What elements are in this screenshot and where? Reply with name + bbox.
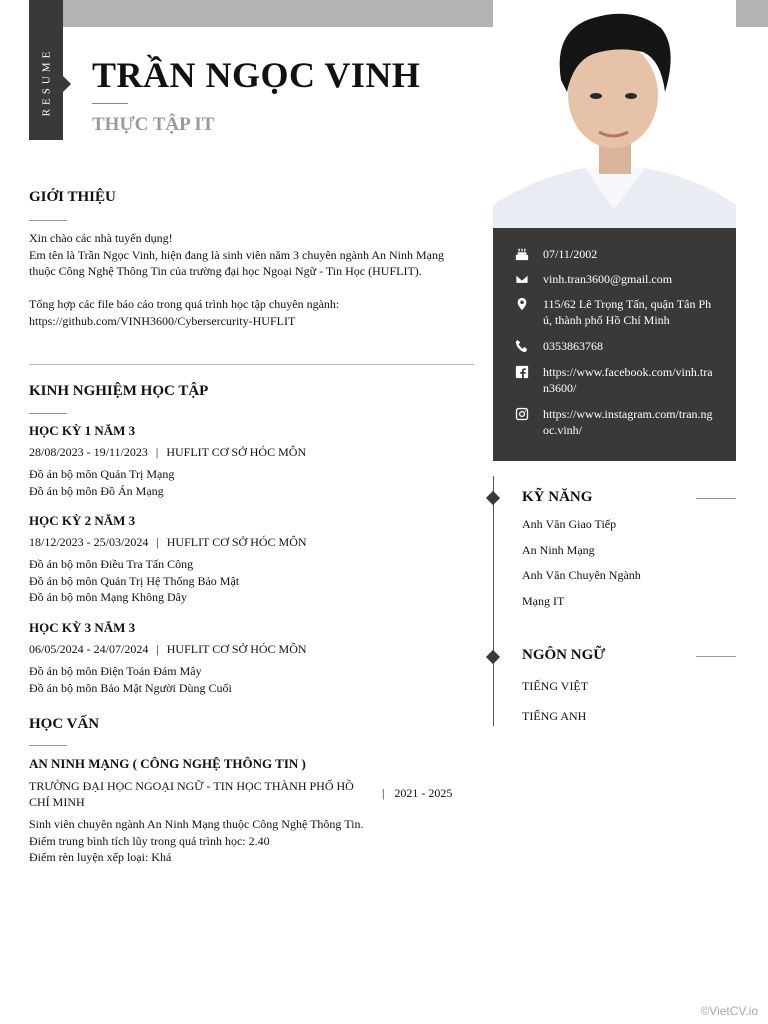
phone-icon — [515, 338, 543, 354]
github-link[interactable]: https://github.com/VINH3600/Cybersercurity-HUFLIT — [29, 313, 296, 328]
contact-instagram[interactable]: https://www.instagram.com/tran.ngoc.vinh/ — [515, 406, 715, 438]
experience-title: KINH NGHIỆM HỌC TẬP — [29, 383, 209, 399]
education-rule — [29, 745, 67, 746]
top-bar-right — [736, 0, 768, 27]
intro-text: Xin chào các nhà tuyển dụng! Em tên là Trần Ngọc Vinh, hiện đang là sinh viên năm 3 chuyên ngành An Ninh Mạng thuộc Công Nghệ Thông Tin của trường đại học Ngoại Ngữ - Tin Học (HUFLIT). Tổng hợp các file báo cáo trong quá trình học tập chuyên ngành: https://github.com/VINH3600/Cybersercurity-HUFLIT — [29, 230, 459, 329]
experience-item: HỌC KỲ 3 NĂM 3 06/05/2024 - 24/07/2024 | HUFLIT CƠ SỞ HÓC MÔN Đồ án bộ môn Điện Toán Đám Mây Đồ án bộ môn Bảo Mật Người Dùng Cuối — [29, 620, 307, 695]
instagram-icon — [515, 406, 543, 438]
languages-rule — [696, 656, 736, 657]
job-title: THỰC TẬP IT — [92, 114, 215, 135]
languages-diamond — [486, 650, 500, 664]
intro-divider — [29, 364, 474, 365]
experience-item: HỌC KỲ 2 NĂM 3 18/12/2023 - 25/03/2024 | HUFLIT CƠ SỞ HÓC MÔN Đồ án bộ môn Điều Tra Tấn Công Đồ án bộ môn Quản Trị Hệ Thống Bảo Mật Đồ án bộ môn Mạng Không Dây — [29, 513, 307, 604]
timeline-line — [493, 476, 494, 726]
intro-title: GIỚI THIỆU — [29, 189, 116, 205]
facebook-icon — [515, 364, 543, 396]
languages-title: NGÔN NGỮ — [522, 647, 606, 663]
location-icon — [515, 296, 543, 328]
contact-facebook[interactable]: https://www.facebook.com/vinh.tran3600/ — [515, 364, 715, 396]
contact-birthday: 07/11/2002 — [515, 246, 715, 262]
skill-item: Anh Văn Chuyên Ngành — [522, 568, 641, 582]
education-school: TRƯỜNG ĐẠI HỌC NGOẠI NGỮ - TIN HỌC THÀNH PHỐ HỒ CHÍ MINH — [29, 779, 354, 809]
education-major: AN NINH MẠNG ( CÔNG NGHỆ THÔNG TIN ) — [29, 756, 306, 771]
watermark: ©VietCV.io — [700, 1004, 758, 1018]
skill-item: Mạng IT — [522, 594, 565, 608]
contact-panel — [493, 228, 736, 461]
language-item: TIẾNG ANH — [522, 709, 587, 723]
resume-label: RESUME — [40, 47, 52, 117]
contact-address: 115/62 Lê Trọng Tấn, quận Tân Phú, thành phố Hồ Chí Minh — [515, 296, 715, 328]
skills-title: KỸ NĂNG — [522, 489, 593, 505]
candidate-name: TRẦN NGỌC VINH — [92, 55, 421, 95]
skills-diamond — [486, 491, 500, 505]
education-years: | 2021 - 2025 — [382, 786, 453, 800]
profile-photo — [493, 0, 736, 228]
language-item: TIẾNG VIỆT — [522, 679, 589, 693]
intro-rule — [29, 220, 67, 221]
skill-item: Anh Văn Giao Tiếp — [522, 517, 617, 531]
cake-icon — [515, 246, 543, 262]
email-icon — [515, 271, 543, 287]
name-divider — [92, 103, 128, 104]
education-details: Sinh viên chuyên ngành An Ninh Mạng thuộc Công Nghệ Thông Tin. Điểm trung bình tích lũy trong quá trình học: 2.40 Điểm rèn luyện xếp loại: Khá — [29, 817, 364, 864]
contact-email[interactable]: vinh.tran3600@gmail.com — [515, 271, 715, 287]
skills-rule — [696, 498, 736, 499]
experience-rule — [29, 413, 67, 414]
skill-item: An Ninh Mạng — [522, 543, 595, 557]
education-title: HỌC VẤN — [29, 716, 100, 732]
contact-phone[interactable]: 0353863768 — [515, 338, 715, 354]
resume-tab — [29, 0, 63, 140]
top-bar-left — [29, 0, 493, 27]
experience-item: HỌC KỲ 1 NĂM 3 28/08/2023 - 19/11/2023 | HUFLIT CƠ SỞ HÓC MÔN Đồ án bộ môn Quản Trị Mạng Đồ án bộ môn Đồ Án Mạng — [29, 423, 307, 498]
